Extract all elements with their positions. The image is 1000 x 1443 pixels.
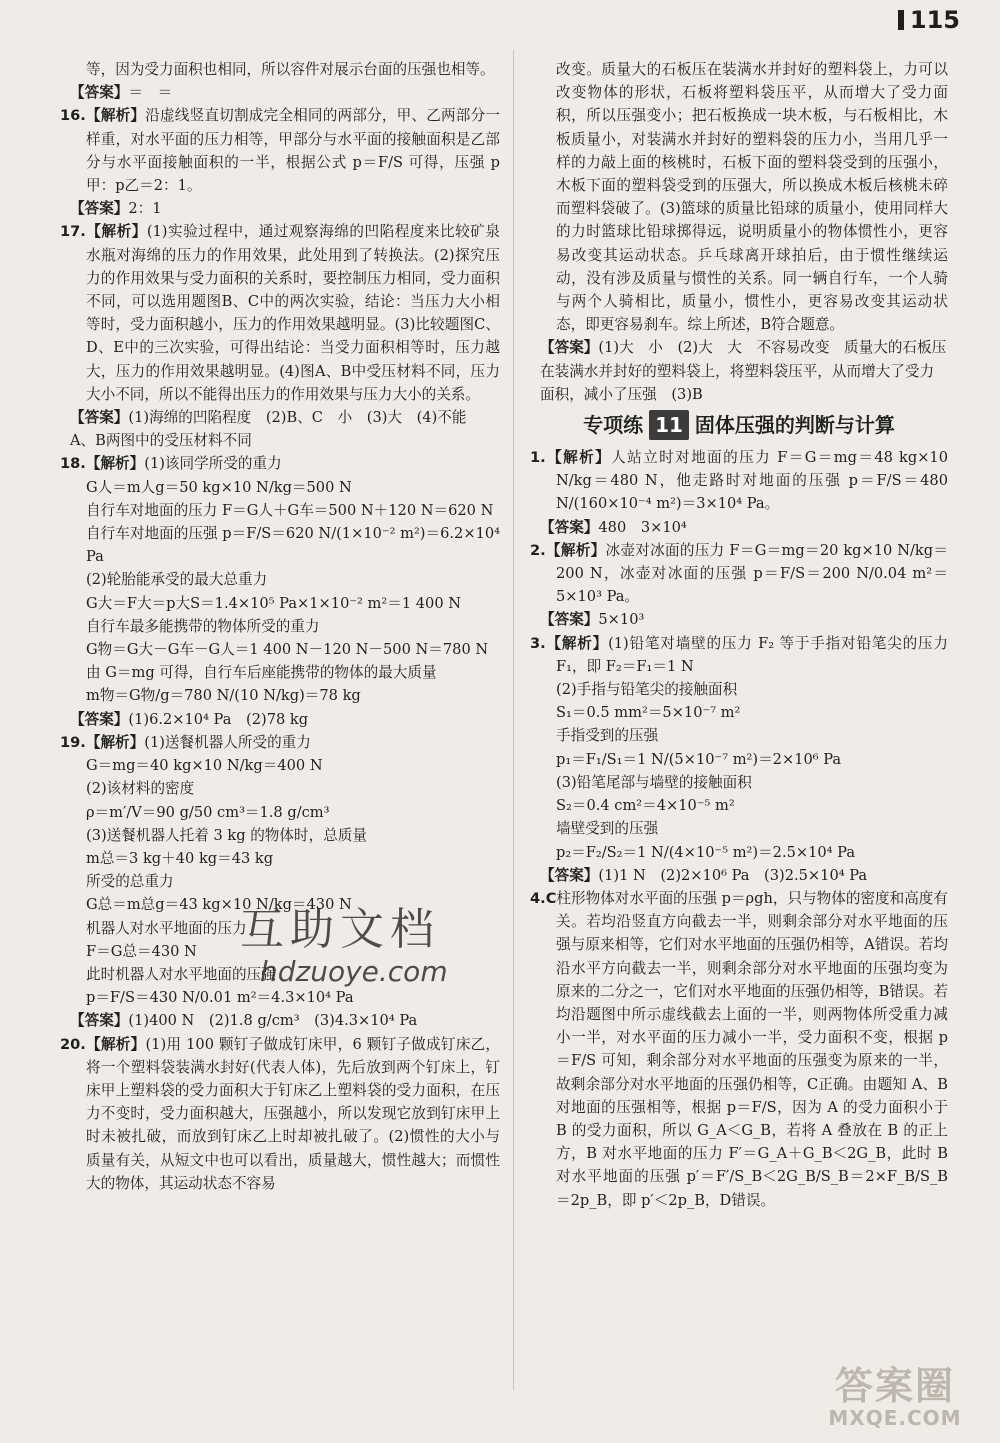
answer-text: (1)1 N (2)2×10⁶ Pa (3)2.5×10⁴ Pa (598, 866, 868, 884)
formula-line: (3)铅笔尾部与墙壁的接触面积 (556, 773, 752, 791)
question-block (530, 632, 948, 678)
watermark-line-2: MXQE.COM (828, 1406, 962, 1430)
question-number: 1. (530, 449, 546, 467)
page-number-bar (898, 10, 904, 30)
paragraph: 等，因为受力面积也相同，所以容件对展示台面的压强也相等。 (86, 61, 495, 78)
question-number: 20. (60, 1035, 86, 1053)
answer-tag: 【答案】 (540, 339, 599, 357)
formula-line: S₁＝0.5 mm²＝5×10⁻⁷ m² (556, 704, 741, 722)
watermark-line-1: 答案圈 (834, 1364, 955, 1408)
answer-line (60, 81, 500, 104)
answer-text: (1)400 N (2)1.8 g/cm³ (3)4.3×10⁴ Pa (128, 1012, 418, 1030)
question-text: (1)送餐机器人所受的重力 (144, 733, 311, 751)
answer-tag: 【答案】 (70, 710, 129, 728)
question-number: 2. (530, 541, 546, 559)
answer-line (530, 608, 948, 631)
question-text: (1)铅笔对墙壁的压力 F₂ 等于手指对铅笔尖的压力 F₁，即 F₂＝F₁＝1 N (556, 634, 948, 675)
question-number: 3. (530, 634, 546, 652)
question-number: 18. (60, 455, 86, 473)
question-block (60, 731, 500, 754)
analysis-tag: 【解析】 (545, 541, 606, 559)
analysis-tag: 【解析】 (85, 733, 145, 751)
formula-line: F＝G总＝430 N (86, 942, 197, 960)
analysis-tag: C (545, 889, 557, 907)
question-number: 17. (60, 223, 86, 241)
question-text: 柱形物体对水平面的压强 p＝ρgh，只与物体的密度和高度有关。若均沿竖直方向截去一半，则剩余部分对水平地面的压强与原来相等，它们对水平地面的压强仍相等，A错误。若均沿水平方向截去一半，则剩余部分对水平地面的压强均变为原来的二分之一，它们对水平地面的压强仍相等，B错误。若均沿题图中所示虚线截去上面的一半，则两物体所受重力减小一半，对水平面的压力减小一半，受力面积不变，根据 p＝F/S 可知，剩余部分对水平地面的压强变为原来的一半，故剩余部分对水平地面的压强仍相等，C正确。由题知 A、B 对地面的压强相等，根据 p＝F/S，因为 A 的受力面积小于 B 的受力面积，所以 G_A＜G_B，若将 A 叠放在 B 的正上方，B 对水平地面的压力 F′＝G_A＋G_B＜2G_B，此时 B 对水平地面的压强 p′＝F′/S_B＜2G_B/S_B＝2×F_B/S_B＝2p_B，即 p′＜2p_B，D错误。 (556, 889, 948, 1209)
formula-line: 自行车对地面的压力 F＝G人＋G车＝500 N＋120 N＝620 N (86, 501, 494, 519)
answer-text: (1)海绵的凹陷程度 (2)B、C 小 (3)大 (4)不能 A、B两图中的受压材料不同 (70, 409, 482, 450)
answer-line (60, 406, 500, 452)
answer-line (530, 516, 948, 539)
formula-line: S₂＝0.4 cm²＝4×10⁻⁵ m² (556, 797, 735, 815)
section-label: 专项练 (583, 413, 644, 438)
question-text: 人站立时对地面的压力 F＝G＝mg＝48 kg×10 N/kg＝480 N，他走路时对地面的压强 p＝F/S＝480 N/(160×10⁻⁴ m²)＝3×10⁴ Pa。 (556, 449, 948, 513)
answer-line (60, 197, 500, 220)
paragraph: 改变。质量大的石板压在装满水并封好的塑料袋上，力可以改变物体的形状，石板将塑料袋压平，从而增大了受力面积，所以压强变小；把石板换成一块木板，与石板相比，木板质量小，对装满水并封好的塑料袋的压力小，当用几乎一样的力敲上面的核桃时，石板下面的塑料袋受到的压强小，木板下面的塑料袋受到的压强大，所以换成木板后核桃未碎而塑料袋破了。(3)篮球的质量比铅球的质量小，使用同样大的力时篮球比铅球掷得远，说明质量小的物体惯性小，更容易改变其运动状态。乒乓球离开球拍后，由于惯性继续运动，没有涉及质量与惯性的关系。同一辆自行车，一个人骑与两个人骑相比，质量小，惯性小，更容易改变其运动状态，即更容易刹车。综上所述，B符合题意。 (556, 61, 948, 334)
question-block (530, 887, 948, 1212)
watermark-logo (810, 1365, 980, 1435)
formula-line: (2)手指与铅笔尖的接触面积 (556, 681, 738, 699)
answer-text: 5×10³ (598, 611, 645, 629)
formula-line: 此时机器人对水平地面的压强 (86, 965, 276, 983)
answer-tag: 【答案】 (540, 518, 599, 536)
formula-line: 所受的总重力 (86, 873, 174, 891)
formula-line: m总＝3 kg＋40 kg＝43 kg (86, 849, 274, 867)
question-text: (1)该同学所受的重力 (144, 455, 282, 473)
analysis-tag: 【解析】 (85, 455, 145, 473)
formula-line: 手指受到的压强 (556, 727, 659, 745)
formula-line: 机器人对水平地面的压力 (86, 919, 247, 937)
analysis-tag: 【解析】 (85, 107, 146, 125)
formula-line: (2)该材料的密度 (86, 780, 195, 798)
question-block (60, 1033, 500, 1195)
answer-text: (1)大 小 (2)大 大 不容易改变 质量大的石板压在装满水并封好的塑料袋上，将塑料袋压平，从而增大了受力面积，减小了压强 (3)B (540, 339, 947, 403)
section-heading: 固体压强的判断与计算 (694, 413, 895, 438)
answer-line (530, 864, 948, 887)
answer-line (530, 336, 948, 406)
question-number: 16. (60, 107, 86, 125)
question-text: 沿虚线竖直切割成完全相同的两部分，甲、乙两部分一样重，对水平面的压力相等，甲部分与水平面的接触面积是乙部分与水平面接触面积的一半，根据公式 p＝F/S 可得，压强 p甲：p乙＝2：1。 (86, 107, 500, 195)
formula-line: G大＝F大＝p大S＝1.4×10⁵ Pa×1×10⁻² m²＝1 400 N (86, 594, 462, 612)
analysis-tag: 【解析】 (85, 1035, 146, 1053)
analysis-tag: 【解析】 (85, 223, 147, 241)
formula-line: m物＝G物/g＝780 N/(10 N/kg)＝78 kg (86, 687, 361, 705)
formula-line: (2)轮胎能承受的最大总重力 (86, 571, 268, 589)
formula-line: ρ＝m′/V＝90 g/50 cm³＝1.8 g/cm³ (86, 803, 330, 821)
answer-tag: 【答案】 (70, 200, 129, 218)
formula-line: 自行车最多能携带的物体所受的重力 (86, 617, 320, 635)
answer-tag: 【答案】 (70, 409, 129, 427)
question-block (60, 220, 500, 406)
question-number: 4. (530, 889, 546, 907)
formula-line: 墙壁受到的压强 (556, 820, 659, 838)
formula-line: G总＝m总g＝43 kg×10 N/kg＝430 N (86, 896, 352, 914)
column-divider (513, 50, 514, 1390)
question-block (530, 539, 948, 609)
answer-text: 480 3×10⁴ (598, 518, 687, 536)
stamp-line-1: 互助文档 (240, 904, 440, 955)
question-block (60, 104, 500, 197)
formula-line: 由 G＝mg 可得，自行车后座能携带的物体的最大质量 (86, 664, 437, 682)
section-number: 11 (649, 410, 689, 440)
answer-text: (1)6.2×10⁴ Pa (2)78 kg (128, 710, 309, 728)
formula-line: 自行车对地面的压强 p＝F/S＝620 N/(1×10⁻² m²)＝6.2×10⁴ Pa (86, 525, 500, 566)
formula-line: p₂＝F₂/S₂＝1 N/(4×10⁻⁵ m²)＝2.5×10⁴ Pa (556, 843, 856, 861)
stamp-line-2: hdzuoye.com (260, 955, 448, 988)
formula-line: G＝mg＝40 kg×10 N/kg＝400 N (86, 757, 323, 775)
formula-line: G人＝m人g＝50 kg×10 N/kg＝500 N (86, 478, 352, 496)
analysis-tag: 【解析】 (545, 634, 609, 652)
question-text: (1)实验过程中，通过观察海绵的凹陷程度来比较矿泉水瓶对海绵的压力的作用效果，此处用到了转换法。(2)探究压力的作用效果与受力面积的关系时，要控制压力相同，受力面积不同，可以选用题图B、C中的两次实验，结论：当压力大小相等时，受力面积越小，压力的作用效果越明显。(3)比较题图C、D、E中的三次实验，可得出结论：当受力面积相等时，压力越大，压力的作用效果越明显。(4)图A、B中受压材料不同，压力大小不同，所以不能得出压力的作用效果与压力大小的关系。 (86, 223, 500, 403)
analysis-tag: 【解析】 (545, 449, 612, 467)
answer-tag: 【答案】 (70, 1012, 129, 1030)
answer-tag: 【答案】 (70, 84, 129, 102)
answer-text: ＝ ＝ (128, 84, 173, 102)
handwritten-stamp (240, 905, 490, 1025)
question-text: (1)用 100 颗钉子做成钉床甲，6 颗钉子做成钉床乙，将一个塑料袋装满水封好(代表人体)，先后放到两个钉床上，钉床甲上塑料袋的受力面积大于钉床乙上塑料袋的受力面积，在压力不变时，受力面积越大，压强越小，所以发现它放到钉床甲上时未被扎破，而放到钉床乙上时却被扎破了。(2)惯性的大小与质量有关，从短文中也可以看出，质量越大，惯性越大；而惯性大的物体，其运动状态不容易 (86, 1035, 500, 1192)
formula-line: (3)送餐机器人托着 3 kg 的物体时，总质量 (86, 826, 367, 844)
answer-tag: 【答案】 (540, 611, 599, 629)
question-block (530, 446, 948, 516)
formula-line: p₁＝F₁/S₁＝1 N/(5×10⁻⁷ m²)＝2×10⁶ Pa (556, 750, 842, 768)
section-title (530, 410, 948, 440)
formula-line: G物＝G大－G车－G人＝1 400 N－120 N－500 N＝780 N (86, 641, 489, 659)
question-number: 19. (60, 733, 86, 751)
formula-line: p＝F/S＝430 N/0.01 m²＝4.3×10⁴ Pa (86, 989, 354, 1007)
page-number-text: 115 (909, 6, 960, 34)
answer-text: 2：1 (128, 200, 162, 218)
answer-line (60, 708, 500, 731)
page-number (898, 6, 960, 34)
question-block (60, 452, 500, 475)
right-column (530, 58, 948, 1212)
answer-tag: 【答案】 (540, 866, 599, 884)
question-text: 冰壶对冰面的压力 F＝G＝mg＝20 kg×10 N/kg＝200 N，冰壶对冰面的压强 p＝F/S＝200 N/0.04 m²＝5×10³ Pa。 (556, 541, 948, 606)
